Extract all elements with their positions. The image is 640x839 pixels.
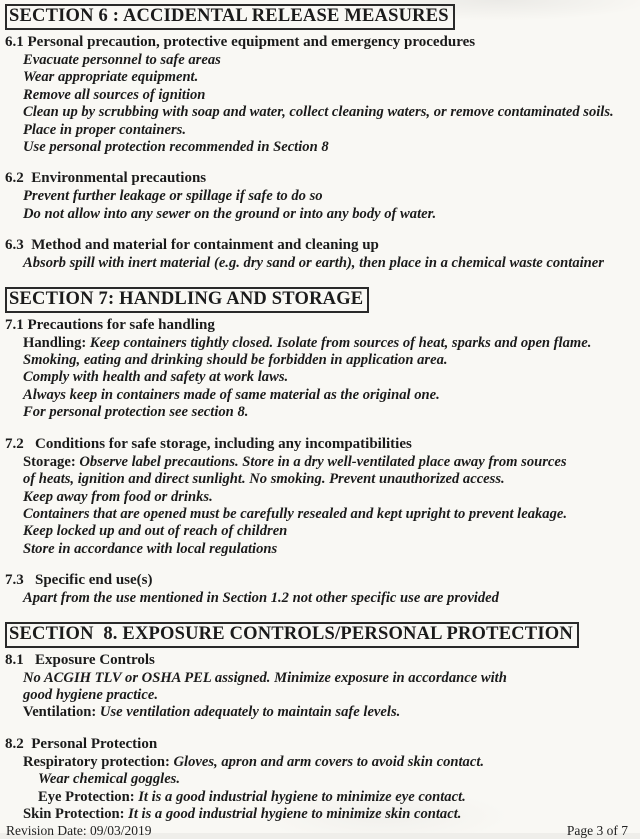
body-line	[5, 352, 628, 369]
revision-date: Revision Date: 09/03/2019	[6, 823, 152, 839]
body-line	[5, 52, 628, 69]
line-text: Evacuate personnel to safe areas	[23, 52, 221, 68]
line-text: Do not allow into any sewer on the ground or into any body of water.	[23, 205, 437, 222]
body-line	[5, 523, 628, 540]
line-text: No ACGIH TLV or OSHA PEL assigned. Minimize exposure in accordance with	[23, 669, 507, 686]
subsection-8.1	[5, 651, 628, 722]
line-text: Clean up by scrubbing with soap and water, collect cleaning waters, or remove contaminated soils.	[23, 104, 614, 121]
body-line	[5, 471, 628, 488]
section-header: SECTION 8. EXPOSURE CONTROLS/PERSONAL PROTECTION	[5, 622, 579, 648]
line-text: It is a good industrial hygiene to minimize skin contact.	[128, 805, 462, 822]
line-label: Handling:	[23, 334, 90, 351]
line-text: good hygiene practice.	[23, 686, 158, 703]
subsection-heading: 7.2 Conditions for safe storage, including any incompatibilities	[5, 435, 412, 452]
body-line	[5, 506, 628, 523]
subsection-heading: 6.2 Environmental precautions	[5, 170, 207, 187]
line-text: Apart from the use mentioned in Section 1.2 not other specific use are provided	[23, 590, 499, 607]
body-line	[5, 206, 628, 223]
body-line	[5, 122, 628, 139]
line-label: Storage:	[23, 453, 80, 470]
subsection-6.3	[5, 236, 628, 272]
line-label: Eye Protection:	[38, 788, 139, 805]
body-line	[5, 806, 628, 823]
section-header: SECTION 7: HANDLING AND STORAGE	[5, 287, 369, 313]
subsection-7.1	[5, 316, 628, 422]
subsection-heading: 8.2 Personal Protection	[5, 735, 158, 752]
body-line	[5, 87, 628, 104]
line-text: of heats, ignition and direct sunlight. No smoking. Prevent unauthorized access.	[23, 471, 505, 488]
line-text: Remove all sources of ignition	[23, 86, 206, 103]
subsection-7.2	[5, 435, 628, 558]
line-label: Respiratory protection:	[23, 753, 174, 770]
section-8	[5, 622, 628, 824]
body-line	[5, 69, 628, 86]
body-line	[5, 541, 628, 558]
subsection-heading: 6.3 Method and material for containment and cleaning up	[5, 237, 379, 254]
line-text: Keep locked up and out of reach of children	[23, 523, 288, 540]
section-7	[5, 287, 628, 608]
line-text: It is a good industrial hygiene to minimize eye contact.	[138, 788, 466, 805]
body-line	[5, 754, 628, 771]
line-text: Wear appropriate equipment.	[23, 69, 199, 86]
line-text: Keep containers tightly closed. Isolate from sources of heat, sparks and open flame.	[89, 334, 592, 351]
line-text: Prevent further leakage or spillage if safe to do so	[23, 188, 323, 205]
body-line	[5, 139, 628, 156]
body-line	[5, 104, 628, 121]
line-label: Ventilation:	[23, 704, 100, 721]
line-text: Gloves, apron and arm covers to avoid skin contact.	[173, 753, 485, 770]
line-text: Containers that are opened must be carefully resealed and kept upright to prevent leakage.	[23, 505, 568, 522]
body-line	[5, 335, 628, 352]
line-text: Store in accordance with local regulations	[23, 540, 278, 557]
line-text: Place in proper containers.	[23, 121, 186, 138]
subsection-heading: 6.1 Personal precaution, protective equipment and emergency procedures	[5, 34, 476, 50]
body-line	[5, 771, 628, 788]
body-line	[5, 489, 628, 506]
line-text: Comply with health and safety at work laws.	[23, 369, 289, 386]
line-text: Use ventilation adequately to maintain safe levels.	[99, 704, 401, 721]
subsection-6.2	[5, 169, 628, 223]
line-text: For personal protection see section 8.	[23, 404, 249, 421]
subsection-8.2	[5, 735, 628, 824]
line-text: Use personal protection recommended in Section 8	[23, 139, 329, 156]
body-line	[5, 670, 628, 687]
body-line	[5, 188, 628, 205]
body-line	[5, 704, 628, 721]
body-line	[5, 590, 628, 607]
subsection-heading: 8.1 Exposure Controls	[5, 651, 155, 668]
line-text: Keep away from food or drinks.	[23, 488, 213, 505]
body-line	[5, 255, 628, 272]
section-header: SECTION 6 : ACCIDENTAL RELEASE MEASURES	[5, 4, 455, 30]
line-text: Observe label precautions. Store in a dry well-ventilated place away from sources	[79, 453, 567, 470]
line-text: Smoking, eating and drinking should be forbidden in application area.	[23, 352, 448, 369]
body-line	[5, 687, 628, 704]
body-line	[5, 404, 628, 421]
subsection-6.1	[5, 33, 628, 156]
subsection-7.3	[5, 571, 628, 607]
subsection-heading: 7.1 Precautions for safe handling	[5, 316, 215, 333]
line-label: Skin Protection:	[23, 805, 129, 822]
section-6	[5, 4, 628, 273]
body-line	[5, 454, 628, 471]
line-text: Wear chemical goggles.	[38, 771, 180, 788]
page-number: Page 3 of 7	[566, 823, 628, 839]
document-body	[5, 4, 628, 823]
subsection-heading: 7.3 Specific end use(s)	[5, 572, 153, 589]
line-text: Absorb spill with inert material (e.g. dry sand or earth), then place in a chemical waste container	[23, 255, 604, 272]
body-line	[5, 387, 628, 404]
page-footer	[5, 823, 628, 839]
line-text: Always keep in containers made of same material as the original one.	[23, 386, 440, 403]
body-line	[5, 789, 628, 806]
body-line	[5, 369, 628, 386]
